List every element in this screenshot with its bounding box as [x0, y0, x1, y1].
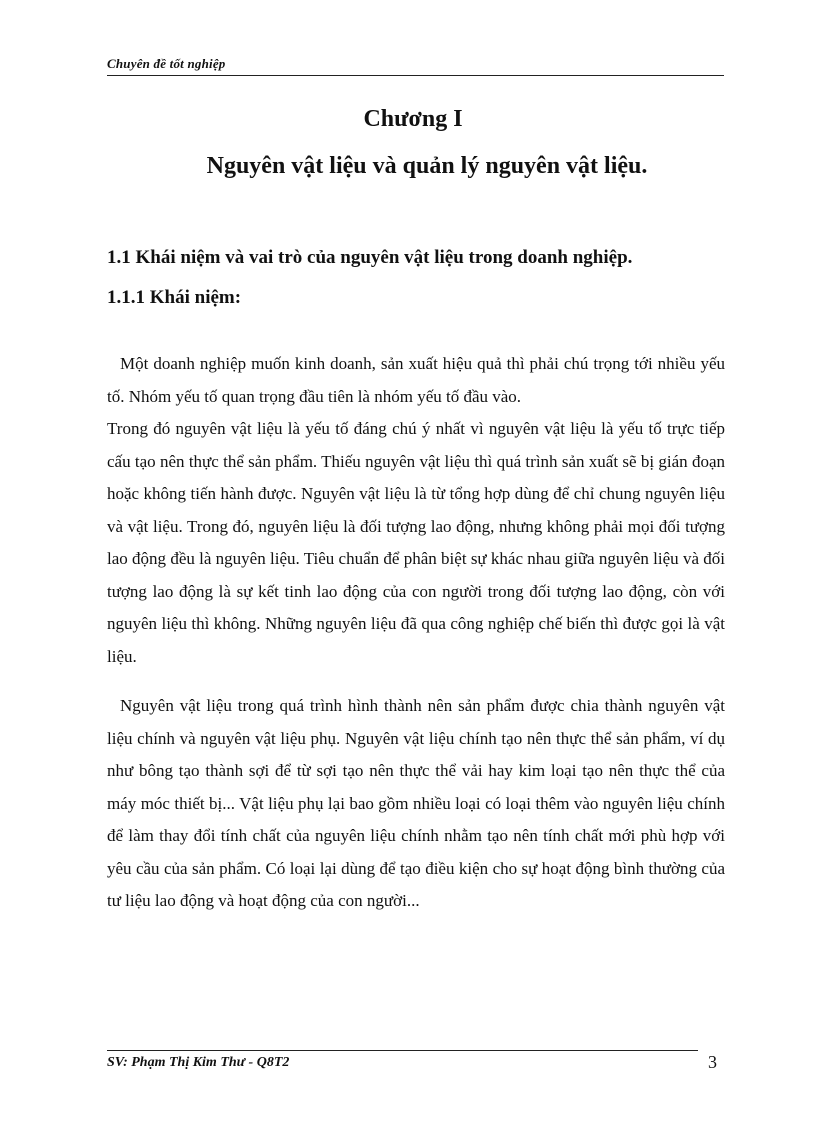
page-header — [107, 52, 724, 76]
paragraph-definition: Trong đó nguyên vật liệu là yếu tố đáng chú ý nhất vì nguyên vật liệu là yếu tố trực tiếp cấu tạo nên thực thể sản phẩm. Thiếu nguyên vật liệu thì quá trình sản xuất sẽ bị gián đoạn hoặc không tiến hành được. Nguyên vật liệu là từ tổng hợp dùng để chỉ chung nguyên liệu và vật liệu. Trong đó, nguyên liệu là đối tượng lao động, nhưng không phải mọi đối tượng lao động đều là nguyên liệu. Tiêu chuẩn để phân biệt sự khác nhau giữa nguyên liệu và đối tượng lao động là sự kết tinh lao động của con người trong đối tượng lao động, còn với nguyên liệu thì không. Những nguyên liệu đã qua công nghiệp chế biến thì được gọi là vật liệu. — [107, 419, 725, 666]
footer-author: SV: Phạm Thị Kim Thư - Q8T2 — [107, 1055, 290, 1070]
section-heading: 1.1 Khái niệm và vai trò của nguyên vật liệu trong doanh nghiệp. — [107, 247, 633, 268]
footer-divider — [107, 1050, 698, 1051]
chapter-title: Nguyên vật liệu và quản lý nguyên vật liệu. — [206, 153, 648, 179]
chapter-number: Chương I — [363, 106, 463, 132]
page-number: 3 — [708, 1052, 717, 1072]
paragraph-intro: Một doanh nghiệp muốn kinh doanh, sản xuất hiệu quả thì phải chú trọng tới nhiều yếu tố. Nhóm yếu tố quan trọng đầu tiên là nhóm yếu tố đầu vào. — [107, 354, 725, 406]
paragraph-classification: Nguyên vật liệu trong quá trình hình thành nên sản phẩm được chia thành nguyên vật liệu chính và nguyên vật liệu phụ. Nguyên vật liệu chính tạo nên thực thể sản phẩm, ví dụ như bông tạo thành sợi để từ sợi tạo nên thực thể vải hay kim loại tạo nên thực thể của máy móc thiết bị... Vật liệu phụ lại bao gồm nhiều loại có loại thêm vào nguyên liệu chính để làm thay đổi tính chất của nguyên liệu chính nhằm tạo nên tính chất mới phù hợp với yêu cầu của sản phẩm. Có loại lại dùng để tạo điều kiện cho sự hoạt động bình thường của tư liệu lao động và hoạt động của con người... — [107, 696, 725, 910]
header-title: Chuyên đề tốt nghiệp — [107, 56, 226, 71]
subsection-heading: 1.1.1 Khái niệm: — [107, 287, 242, 308]
